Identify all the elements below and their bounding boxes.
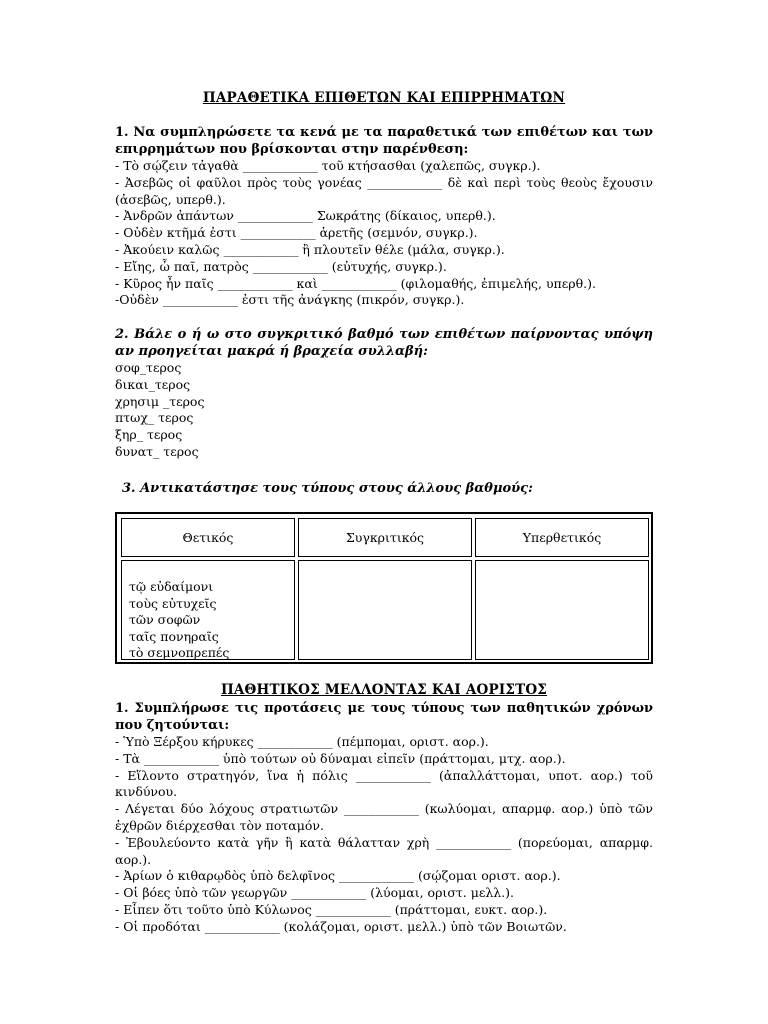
section-2-line: - Εἶπεν ὅτι τοῦτο ὑπὸ Κύλωνος ____________ (πράττομαι, ευκτ. αορ.).: [115, 901, 548, 917]
section-2-exercise: [115, 700, 653, 936]
exercise-2-word: ξηρ_ τερος: [115, 427, 183, 443]
exercise-3: [122, 480, 660, 497]
positive-form: τοὺς εὐτυχεῖς: [129, 595, 217, 611]
exercise-2-word: δικαι_τερος: [115, 376, 191, 392]
exercise-1-line: - Οὐδὲν κτῆμά ἐστι ____________ ἀρετῆς (σεμνόν, συγκρ.).: [115, 225, 478, 241]
exercise-1-heading: 1. Να συμπληρώσετε τα κενά με τα παραθετικά των επιθέτων και των επιρρημάτων που βρίσκονται στην παρένθεση:: [115, 125, 653, 157]
positive-forms-cell: [121, 560, 295, 660]
comparative-answer-cell[interactable]: [298, 560, 472, 660]
exercise-1: [115, 124, 653, 309]
column-header-positive: Θετικός: [121, 518, 295, 557]
section-2-line: - Τὰ ____________ ὑπὸ τούτων οὐ δύναμαι εἰπεῖν (πράττομαι, μτχ. αορ.).: [115, 750, 566, 766]
section-2-line: - Εἵλοντο στρατηγόν, ἵνα ἡ πόλις ____________ (ἀπαλλάττομαι, υποτ. αορ.) τοῦ κινδύνου.: [115, 767, 653, 800]
positive-form: τῷ εὐδαίμονι: [129, 579, 214, 594]
section-2-line: - Ἀρίων ὁ κιθαρῳδὸς ὑπὸ δελφῖνος ____________ (σῴζομαι οριστ. αορ.).: [115, 868, 561, 884]
exercise-2-word: χρησιμ _τερος: [115, 393, 205, 409]
section-2-heading: 1. Συμπλήρωσε τις προτάσεις με τους τύπους των παθητικών χρόνων που ζητούνται:: [115, 701, 653, 733]
exercise-2-word: πτωχ_ τερος: [115, 410, 194, 426]
exercise-1-line: - Κῦρος ἦν παῖς ____________ καὶ ____________ (φιλομαθής, ἐπιμελής, υπερθ.).: [115, 275, 596, 291]
section-2-line: - Ἐβουλεύοντο κατὰ γῆν ἢ κατὰ θάλατταν χρὴ ____________ (πορεύομαι, απαρμφ. αορ.).: [115, 834, 653, 867]
exercise-1-line: - Ἀσεβῶς οἱ φαῦλοι πρὸς τοὺς γονέας ____________ δὲ καὶ περὶ τοὺς θεοὺς ἔχουσιν (ἀσεβῶς, υπερθ.).: [115, 174, 653, 207]
exercise-2: [115, 326, 653, 461]
positive-form: τὸ σεμνοπρεπές: [129, 645, 230, 661]
page-title: ΠΑΡΑΘΕΤΙΚΑ ΕΠΙΘΕΤΩΝ ΚΑΙ ΕΠΙΡΡΗΜΑΤΩΝ: [202, 90, 566, 106]
section-2-line: - Οἱ προδόται ____________ (κολάζομαι, οριστ. μελλ.) ὑπὸ τῶν Βοιωτῶν.: [115, 918, 567, 934]
exercise-1-line: - Εἴης, ὦ παῖ, πατρὸς ____________ (εὐτυχής, συγκρ.).: [115, 258, 447, 274]
exercise-1-line: - Ἀνδρῶν ἁπάντων ____________ Σωκράτης (δίκαιος, υπερθ.).: [115, 208, 496, 224]
section-2-title: ΠΑΘΗΤΙΚΟΣ ΜΕΛΛΟΝΤΑΣ ΚΑΙ ΑΟΡΙΣΤΟΣ: [220, 682, 548, 698]
exercise-2-word: σοφ_τερος: [115, 360, 182, 375]
superlative-answer-cell[interactable]: [475, 560, 649, 660]
exercise-1-line: - Τὸ σῴζειν τἀγαθὰ ____________ τοῦ κτήσασθαι (χαλεπῶς, συγκρ.).: [115, 158, 541, 173]
column-header-superlative: Υπερθετικός: [475, 518, 649, 557]
exercise-3-heading: 3. Αντικατάστησε τους τύπους στους άλλους βαθμούς:: [122, 481, 533, 496]
exercise-1-line: - Ἀκούειν καλῶς ____________ ἢ πλουτεῖν θέλε (μάλα, συγκρ.).: [115, 241, 505, 257]
degrees-table: [115, 512, 653, 664]
section-2-line: - Ὑπὸ Ξέρξου κήρυκες ____________ (πέμπομαι, οριστ. αορ.).: [115, 734, 489, 749]
positive-form: ταῖς πονηραῖς: [129, 628, 219, 644]
exercise-1-line: -Οὐδὲν ____________ ἐστι τῆς ἀνάγκης (πικρόν, συγκρ.).: [115, 292, 465, 308]
positive-form: τῶν σοφῶν: [129, 612, 201, 628]
section-2-line: - Λέγεται δύο λόχους στρατιωτῶν ____________ (κωλύομαι, απαρμφ. αορ.) ὑπὸ τῶν ἐχθρῶν διέρχεσθαι τὸν ποταμόν.: [115, 801, 653, 833]
section-2-line: - Οἱ βόες ὑπὸ τῶν γεωργῶν ____________ (λύομαι, οριστ. μελλ.).: [115, 885, 514, 901]
column-header-comparative: Συγκριτικός: [298, 518, 472, 557]
exercise-2-heading: 2. Βάλε ο ή ω στο συγκριτικό βαθμό των επιθέτων παίρνοντας υπόψη αν προηγείται μακρά ή βραχεία συλλαβή:: [115, 327, 653, 359]
exercise-2-word: δυνατ_ τερος: [115, 443, 199, 459]
